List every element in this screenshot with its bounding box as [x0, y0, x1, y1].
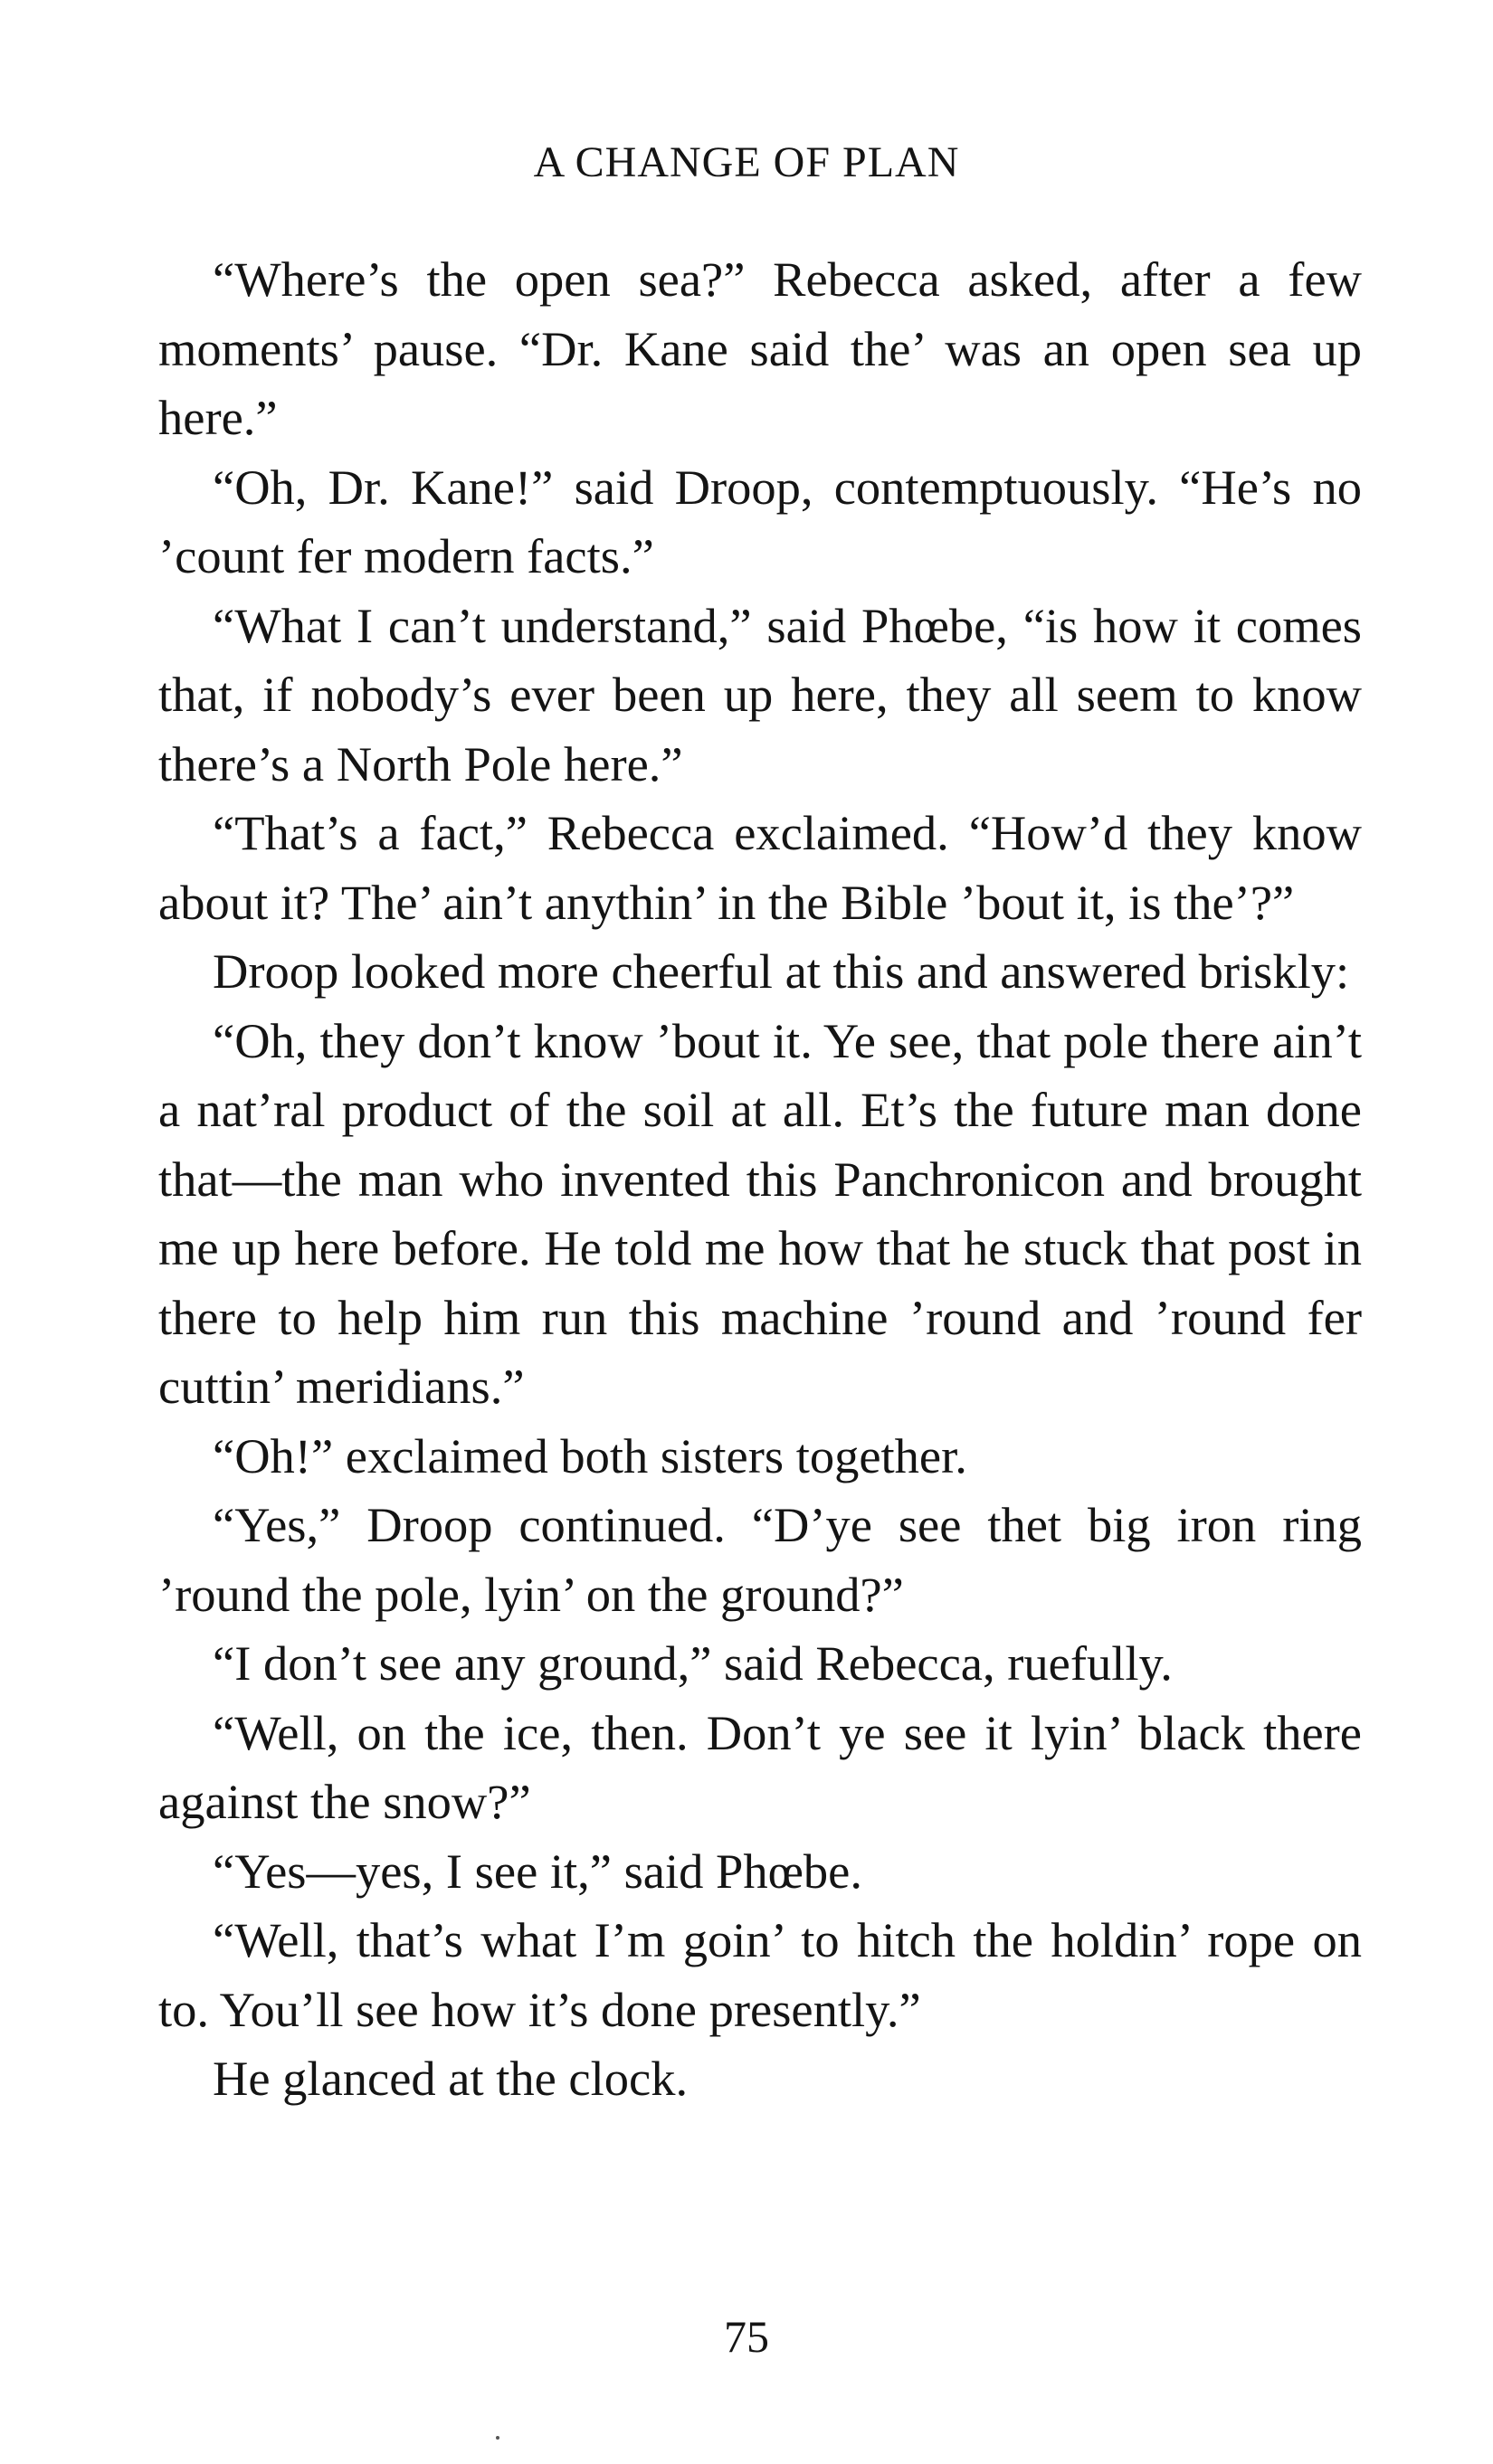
body-text: [158, 245, 1362, 2114]
paragraph: “Yes—yes, I see it,” said Phœbe.: [213, 1843, 863, 1899]
print-speck: [496, 2436, 499, 2440]
paragraph: “Oh!” exclaimed both sisters together.: [213, 1427, 967, 1483]
paragraph: “I don’t see any ground,” said Rebecca, ruefully.: [213, 1635, 1173, 1691]
paragraph: He glanced at the clock.: [213, 2051, 689, 2106]
paragraph: “That’s a fact,” Rebecca exclaimed. “How’d they know about it? The’ ain’t anythin’ in the Bible ’bout it, is the’?”: [158, 805, 1362, 930]
paragraph: Droop looked more cheerful at this and answered briskly:: [213, 943, 1350, 999]
paragraph: “What I can’t understand,” said Phœbe, “is how it comes that, if nobody’s ever been up here, they all seem to know there’s a North Pole here.”: [158, 597, 1362, 791]
paragraph: “Well, on the ice, then. Don’t ye see it lyin’ black there against the snow?”: [158, 1704, 1362, 1829]
paragraph: “Yes,” Droop continued. “D’ye see thet big iron ring ’round the pole, lyin’ on the ground?”: [158, 1497, 1362, 1622]
paragraph: “Oh, they don’t know ’bout it. Ye see, that pole there ain’t a nat’ral product of the soil at all. Et’s the future man done that—the man who invented this Panchronicon and brought me up here before. He told me how that he stuck that post in there to help him run this machine ’round and ’round fer cuttin’ meridians.”: [158, 1012, 1362, 1414]
page-number: 75: [724, 2311, 769, 2362]
running-title: A CHANGE OF PLAN: [533, 138, 960, 186]
paragraph: “Oh, Dr. Kane!” said Droop, contemptuously. “He’s no ’count fer modern facts.”: [158, 459, 1362, 583]
paragraph: “Well, that’s what I’m goin’ to hitch the holdin’ rope on to. You’ll see how it’s done presently.”: [158, 1912, 1362, 2037]
paragraph: “Where’s the open sea?” Rebecca asked, after a few moments’ pause. “Dr. Kane said the’ was an open sea up here.”: [158, 251, 1362, 445]
